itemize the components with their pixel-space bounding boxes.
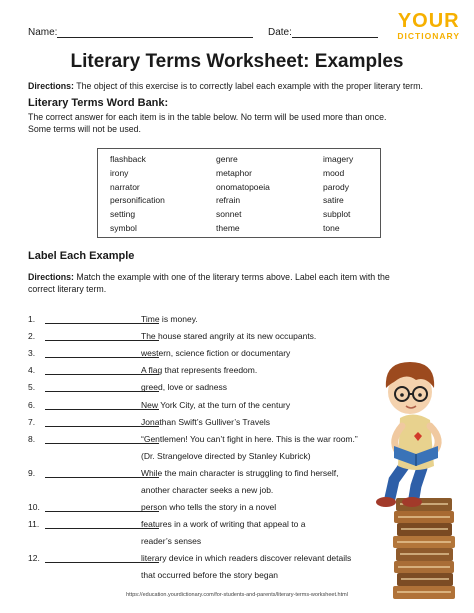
source-url: https://education.yourdictionary.com/for-students-and-parents/literary-terms-worksheet.html [126, 592, 348, 598]
term: tone [323, 222, 340, 233]
word-bank-note-line2: Some terms will not be used. [28, 124, 141, 134]
term: subplot [323, 209, 351, 220]
item-example: New York City, at the turn of the century [141, 400, 291, 410]
date-blank[interactable] [292, 37, 378, 38]
term: personification [110, 195, 165, 206]
directions-text: Match the example with one of the literary terms above. Label each item with the [73, 272, 390, 282]
item-number: 5. [28, 382, 36, 392]
item-number: 2. [28, 331, 36, 341]
word-bank-table [97, 148, 381, 238]
directions-text-line2: correct literary term. [28, 284, 107, 294]
item-number: 6. [28, 400, 36, 410]
item-number: 9. [28, 468, 36, 478]
directions-label: Directions: [28, 272, 74, 282]
directions-intro [28, 80, 458, 92]
item-number: 4. [28, 365, 36, 375]
item-example-continued: reader’s senses [141, 536, 202, 546]
term: irony [110, 167, 129, 178]
name-label: Name: [28, 27, 58, 38]
word-bank-note-line1: The correct answer for each item is in the table below. No term will be used more than once. [28, 112, 387, 122]
item-example: A flag that represents freedom. [141, 365, 258, 375]
item-example: features in a work of writing that appeal to a [141, 519, 306, 529]
date-field[interactable] [268, 27, 378, 38]
term: narrator [110, 181, 140, 192]
term: satire [323, 195, 344, 206]
term: parody [323, 181, 349, 192]
term: genre [216, 154, 238, 164]
term: imagery [323, 154, 354, 164]
label-section-heading: Label Each Example [28, 250, 135, 262]
item-example: “Gentlemen! You can’t fight in here. This is the war room.” [141, 434, 358, 444]
word-bank-note [28, 111, 458, 135]
item-example: greed, love or sadness [141, 382, 227, 392]
logo-text-dictionary: DICTIONARY [397, 31, 460, 41]
name-blank[interactable] [57, 37, 253, 38]
directions-label: Directions: [28, 81, 74, 91]
item-number: 8. [28, 434, 36, 444]
item-number: 3. [28, 348, 36, 358]
book-stack [393, 498, 455, 599]
name-field[interactable] [28, 27, 253, 38]
item-number: 11. [28, 519, 40, 529]
date-label: Date: [268, 27, 292, 38]
page-title: Literary Terms Worksheet: Examples [70, 51, 404, 72]
term: setting [110, 209, 136, 220]
term: mood [323, 167, 345, 178]
item-example: Time is money. [141, 314, 198, 324]
item-example: person who tells the story in a novel [141, 502, 277, 512]
logo-text-your: YOUR [397, 10, 460, 32]
term: refrain [216, 195, 241, 206]
boy-reading-on-books-illustration [364, 348, 472, 600]
item-example-continued: (Dr. Strangelove directed by Stanley Kubrick) [141, 451, 311, 461]
term: sonnet [216, 209, 242, 220]
item-number: 7. [28, 417, 36, 427]
word-bank-column-3 [323, 153, 353, 236]
item-number: 1. [28, 314, 36, 324]
term: onomatopoeia [216, 181, 270, 192]
word-bank-column-2 [216, 153, 270, 236]
directions-text: The object of this exercise is to correctly label each example with the proper literary term. [73, 81, 423, 91]
item-example-continued: another character seeks a new job. [141, 485, 274, 495]
item-example-continued: that occurred before the story began [141, 570, 279, 580]
term: flashback [110, 154, 146, 164]
word-bank-heading: Literary Terms Word Bank: [28, 97, 169, 109]
term: symbol [110, 222, 137, 233]
item-example: The house stared angrily at its new occupants. [141, 331, 317, 341]
word-bank-column-1 [110, 153, 165, 236]
term: theme [216, 222, 240, 233]
item-example: Jonathan Swift’s Gulliver’s Travels [141, 417, 270, 427]
term: metaphor [216, 167, 252, 178]
item-number: 10. [28, 502, 40, 512]
item-example: While the main character is struggling to find herself, [141, 468, 339, 478]
yourdictionary-logo [397, 11, 460, 41]
item-example: literary device in which readers discover relevant details [141, 553, 352, 563]
label-section-directions [28, 271, 458, 295]
item-number: 12. [28, 553, 40, 563]
item-example: western, science fiction or documentary [141, 348, 291, 358]
